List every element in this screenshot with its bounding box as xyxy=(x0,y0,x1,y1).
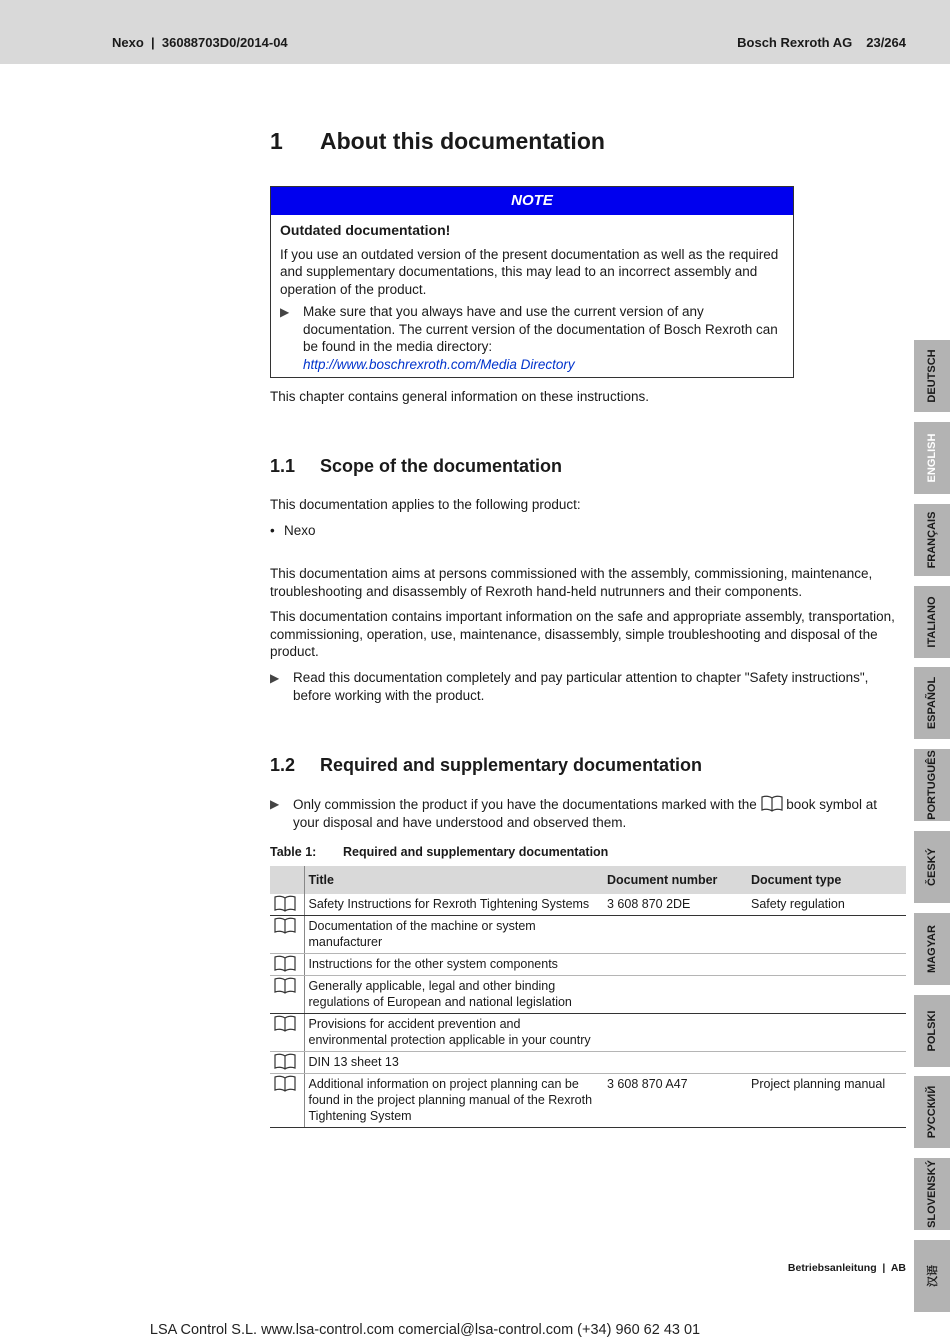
applies-text: This documentation applies to the following product: xyxy=(270,497,581,512)
book-cell xyxy=(270,916,304,954)
book-cell xyxy=(270,954,304,976)
section-heading-1-1 xyxy=(270,456,562,477)
doc-type-cell xyxy=(747,1052,906,1074)
note-body xyxy=(271,215,793,377)
doc-title-cell: Safety Instructions for Rexroth Tightening Systems xyxy=(304,894,603,916)
language-tab-label: POLSKI xyxy=(926,1010,938,1052)
book-cell xyxy=(270,976,304,1014)
doc-number-cell xyxy=(603,1052,747,1074)
language-tab-label: ITALIANO xyxy=(926,596,938,648)
section-number: 1.2 xyxy=(270,755,296,775)
table-row xyxy=(270,954,906,976)
section-title: Scope of the documentation xyxy=(320,456,563,476)
language-tab-label: MAGYAR xyxy=(926,925,938,973)
column-header-number: Document number xyxy=(603,866,747,894)
doc-type-cell: Project planning manual xyxy=(747,1074,906,1128)
chapter-heading xyxy=(270,128,605,155)
note-text: If you use an outdated version of the present documentation as well as the required and supplementary documentations, this may lead to an incorrect assembly and operation of the product. xyxy=(280,246,779,297)
note-step xyxy=(280,303,784,373)
section-title: Required and supplementary documentation xyxy=(320,755,703,775)
table-row xyxy=(270,1052,906,1074)
document-id: Nexo | 36088703D0/2014-04 xyxy=(112,35,288,50)
book-icon xyxy=(274,1015,296,1032)
section-heading-1-2 xyxy=(270,755,702,776)
language-tab-label: PORTUGUÊS xyxy=(926,750,938,820)
company-name: Bosch Rexroth AG xyxy=(737,35,853,50)
language-tab[interactable] xyxy=(914,667,950,739)
book-icon xyxy=(274,1053,296,1070)
doc-number-cell xyxy=(603,916,747,954)
arrow-right-icon: ▶ xyxy=(270,671,280,685)
language-tab-label: FRANÇAIS xyxy=(926,511,938,569)
note-title: Outdated documentation! xyxy=(280,222,451,238)
arrow-right-icon: ▶ xyxy=(280,305,290,319)
commission-step-text-end: book symbol at your disposal and have understood and observed them. xyxy=(293,797,878,830)
book-icon xyxy=(274,1075,296,1092)
language-tab[interactable] xyxy=(914,831,950,903)
media-directory-link[interactable]: http://www.boschrexroth.com/Media Directory xyxy=(303,356,575,372)
doc-title-cell: Generally applicable, legal and other binding regulations of European and national legislation xyxy=(304,976,603,1014)
document-type-footer: Betriebsanleitung | AB xyxy=(787,1262,906,1274)
language-tab[interactable] xyxy=(914,504,950,576)
language-tab-label: DEUTSCH xyxy=(926,349,938,403)
language-tab[interactable] xyxy=(914,749,950,821)
language-tab-label: SLOVENSKÝ xyxy=(926,1160,938,1228)
contact-text: LSA Control S.L. www.lsa-control.com comercial@lsa-control.com (+34) 960 62 43 01 xyxy=(149,1322,701,1338)
icon-column-header xyxy=(270,866,304,894)
bullet-icon: • xyxy=(270,523,275,538)
table-row xyxy=(270,916,906,954)
note-step-text: Make sure that you always have and use the current version of any documentation. The current version of the documentation of Bosch Rexroth can be found in the media directory: xyxy=(303,304,778,354)
language-tab[interactable] xyxy=(914,422,950,494)
book-icon xyxy=(274,895,296,912)
book-icon xyxy=(274,917,296,934)
language-tab[interactable] xyxy=(914,995,950,1067)
audience-text: This documentation aims at persons commissioned with the assembly, commissioning, maintenance, troubleshooting and disassembly of Rexroth hand-held nutrunners and their components. xyxy=(270,566,873,599)
contact-footer xyxy=(0,1322,950,1338)
book-cell xyxy=(270,894,304,916)
table-caption xyxy=(270,845,608,859)
table-caption-title: Required and supplementary documentation xyxy=(343,845,609,859)
language-tab[interactable] xyxy=(914,1158,950,1230)
language-tab-label: ČESKÝ xyxy=(926,848,938,886)
language-tab[interactable] xyxy=(914,1240,950,1312)
documentation-table xyxy=(270,866,906,1128)
book-cell xyxy=(270,1052,304,1074)
chapter-title: About this documentation xyxy=(320,128,605,154)
book-icon xyxy=(274,955,296,972)
chapter-intro: This chapter contains general information on these instructions. xyxy=(270,389,649,404)
doc-type-cell xyxy=(747,954,906,976)
read-step xyxy=(270,669,906,704)
doc-title-cell: DIN 13 sheet 13 xyxy=(304,1052,603,1074)
doc-title-cell: Instructions for the other system components xyxy=(304,954,603,976)
doc-number-cell: 3 608 870 2DE xyxy=(603,894,747,916)
commission-step xyxy=(270,795,906,831)
note-label: NOTE xyxy=(271,187,793,215)
table-row xyxy=(270,894,906,916)
table-row xyxy=(270,976,906,1014)
table-caption-label: Table 1: xyxy=(270,845,317,859)
language-tab-label: ESPAÑOL xyxy=(926,676,938,730)
book-icon xyxy=(761,795,783,812)
doc-type-cell xyxy=(747,916,906,954)
book-icon xyxy=(274,977,296,994)
doc-number-cell xyxy=(603,1014,747,1052)
language-tab-label: РУССКИЙ xyxy=(926,1085,938,1139)
table-header-row xyxy=(270,866,906,894)
table-row xyxy=(270,1014,906,1052)
language-tab[interactable] xyxy=(914,1076,950,1148)
read-step-text: Read this documentation completely and pay particular attention to chapter "Safety instructions", before working with the product. xyxy=(293,670,869,703)
doc-number-cell xyxy=(603,976,747,1014)
page-number: 23/264 xyxy=(866,35,906,50)
table-row xyxy=(270,1074,906,1128)
doc-title-cell: Provisions for accident prevention and environmental protection applicable in your country xyxy=(304,1014,603,1052)
language-tab[interactable] xyxy=(914,913,950,985)
contents-text: This documentation contains important information on the safe and appropriate assembly, transportation, commissioning, operation, use, maintenance, disassembly, simple troubleshooting and disposal of the product. xyxy=(270,609,895,659)
section-number: 1.1 xyxy=(270,456,296,476)
arrow-right-icon: ▶ xyxy=(270,797,280,811)
doc-title-cell: Documentation of the machine or system manufacturer xyxy=(304,916,603,954)
column-header-title: Title xyxy=(304,866,603,894)
doc-number-cell: 3 608 870 A47 xyxy=(603,1074,747,1128)
language-tab[interactable] xyxy=(914,340,950,412)
product-name: Nexo xyxy=(284,523,316,538)
book-cell xyxy=(270,1014,304,1052)
doc-type-cell: Safety regulation xyxy=(747,894,906,916)
doc-type-cell xyxy=(747,1014,906,1052)
note-box xyxy=(270,186,794,378)
language-tab-label: ENGLISH xyxy=(926,433,938,483)
list-item xyxy=(270,522,906,540)
language-tab-label: 汉语 xyxy=(927,1265,939,1287)
column-header-type: Document type xyxy=(747,866,906,894)
book-cell xyxy=(270,1074,304,1128)
doc-type-cell xyxy=(747,976,906,1014)
chapter-number: 1 xyxy=(270,128,283,154)
language-tab[interactable] xyxy=(914,586,950,658)
doc-number-cell xyxy=(603,954,747,976)
commission-step-text: Only commission the product if you have the documentations marked with the xyxy=(293,797,757,812)
header-right xyxy=(737,35,906,50)
doc-title-cell: Additional information on project planning can be found in the project planning manual of the Rexroth Tightening System xyxy=(304,1074,603,1128)
